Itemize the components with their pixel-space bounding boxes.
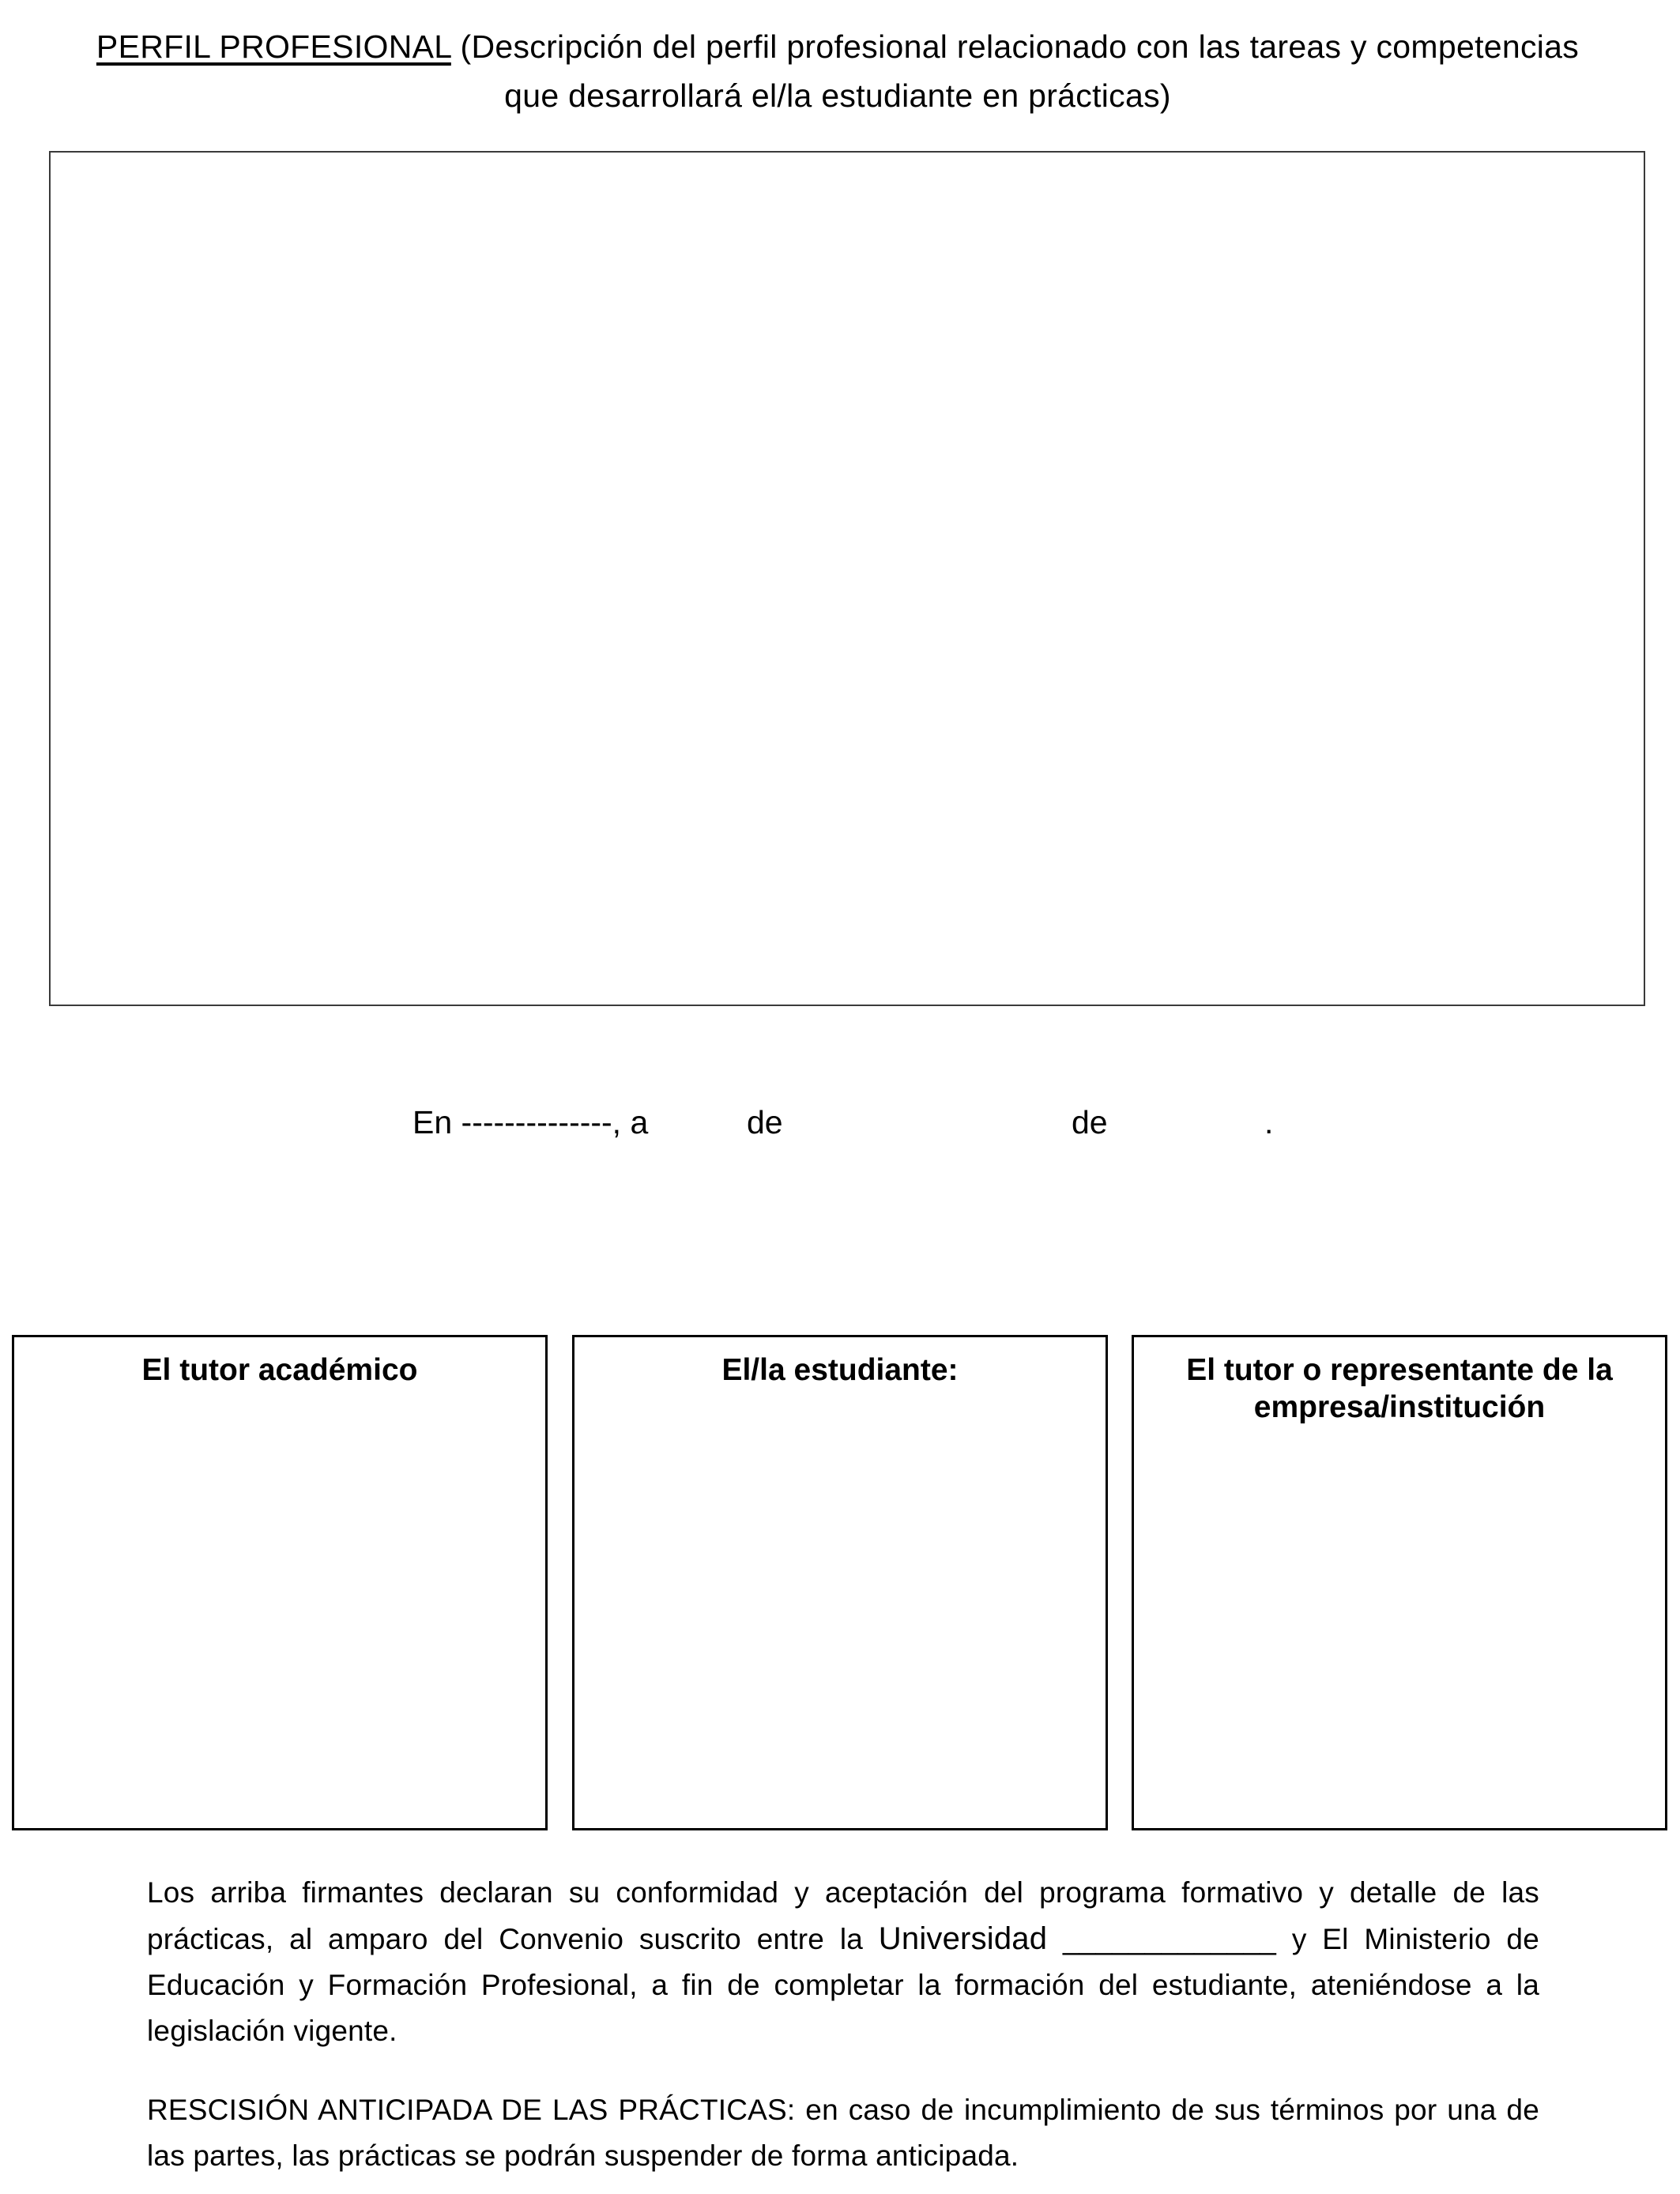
- signature-title-academic-tutor: El tutor académico: [141, 1353, 418, 1387]
- conformity-text-part2: _____________ y El Ministerio de Educación y Formación Profesional, a fin de completar la formación del estudiante, ateniéndose a la legislación vigente.: [147, 1923, 1539, 2047]
- section-description-part2: que desarrollará el/la estudiante en prácticas): [504, 77, 1171, 114]
- signature-box-company-tutor[interactable]: [1132, 1335, 1667, 1830]
- date-place-prefix: En --------------, a: [412, 1104, 649, 1140]
- conformity-paragraph: [147, 1870, 1539, 2054]
- rescission-paragraph: RESCISIÓN ANTICIPADA DE LAS PRÁCTICAS: en caso de incumplimiento de sus términos por una de las partes, las prácticas se podrán suspender de forma anticipada.: [147, 2094, 1539, 2172]
- signature-box-academic-tutor[interactable]: [12, 1335, 548, 1830]
- professional-profile-textbox[interactable]: [49, 151, 1645, 1006]
- date-period: .: [1264, 1104, 1274, 1140]
- date-de-month: de: [1072, 1104, 1108, 1140]
- signature-title-student: El/la estudiante:: [721, 1353, 959, 1387]
- section-description-part1: (Descripción del perfil profesional relacionado con las tareas y competencias: [450, 28, 1580, 65]
- signature-box-student[interactable]: [572, 1335, 1108, 1830]
- section-title: PERFIL PROFESIONAL: [96, 28, 451, 65]
- signature-title-company-tutor: El tutor o representante de la empresa/institución: [1186, 1353, 1613, 1424]
- conformity-text-part1: Los arriba firmantes declaran su conformidad y aceptación del programa formativo y detalle de las prácticas, al amparo del Convenio suscrito entre la: [147, 1876, 1539, 1955]
- page-header: [47, 22, 1628, 120]
- header-line-1: [47, 22, 1628, 71]
- date-de-day: de: [747, 1104, 783, 1140]
- conformity-university-word: Universidad: [878, 1921, 1048, 1956]
